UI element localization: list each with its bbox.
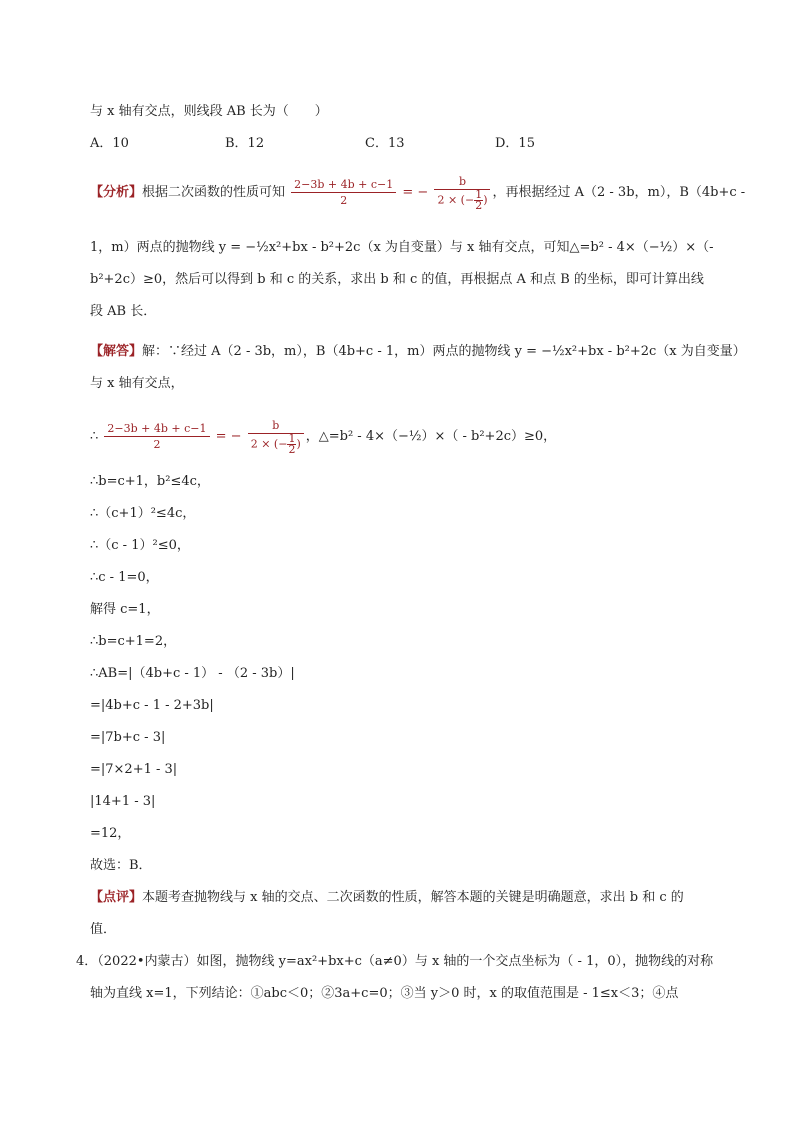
analysis-line3: b²+2c）≥0，然后可以得到 b 和 c 的关系，求出 b 和 c 的值，再根据点 A 和点 B 的坐标，即可计算出线 <box>90 272 704 287</box>
q3-tail: 与 x 轴有交点，则线段 AB 长为（ ） <box>90 104 328 119</box>
step-6: ∴b=c+1=2， <box>90 634 177 649</box>
step-2: ∴（c+1）²≤4c， <box>90 506 196 521</box>
option-d[interactable]: D．15 <box>495 136 535 151</box>
fraction-2-den <box>434 190 490 211</box>
step-7: ∴AB=|（4b+c - 1） - （2 - 3b）| <box>90 666 295 681</box>
solution-fraction-1-den: 2 <box>153 438 161 451</box>
solution-line1 <box>90 342 746 362</box>
solution-inner-fraction-num: 1 <box>288 432 296 445</box>
step-11: |14+1 - 3| <box>90 794 156 809</box>
solution-line2: 与 x 轴有交点， <box>90 376 184 391</box>
analysis-line2: 1，m）两点的抛物线 y = −½x²+bx - b²+2c（x 为自变量）与 x 轴有交点，可知△=b² - 4×（−½）×（- <box>90 240 714 255</box>
analysis-line4: 段 AB 长． <box>90 304 157 319</box>
analysis-line1 <box>90 174 746 212</box>
solution-fraction-2-den <box>248 434 304 455</box>
step-5: 解得 c=1， <box>90 602 160 617</box>
option-a[interactable]: A．10 <box>90 136 129 151</box>
solution-fraction-line <box>90 418 724 455</box>
solution-fraction-2-den-text: 2 × (− <box>250 437 288 451</box>
comment-line2: 值． <box>90 922 117 937</box>
option-c[interactable]: C．13 <box>365 136 405 151</box>
therefore-sign: ∴ <box>90 429 99 444</box>
step-1: ∴b=c+1，b²≤4c， <box>90 474 210 489</box>
analysis-tag: 【分析】 <box>90 185 143 200</box>
solution-fraction-1-num: 2−3b + 4b + c−1 <box>104 421 209 437</box>
solution-equals-sign: = − <box>215 429 242 444</box>
inner-fraction-num: 1 <box>475 188 483 201</box>
solution-fraction-2 <box>248 418 304 455</box>
inner-fraction-den: 2 <box>475 199 483 212</box>
comment-line1-text: 本题考查抛物线与 x 轴的交点、二次函数的性质，解答本题的关键是明确题意，求出 b 和 c 的 <box>142 890 684 905</box>
solution-fraction-2-close: ) <box>296 437 301 451</box>
solution-tag: 【解答】 <box>90 344 143 359</box>
fraction-2-den-text: 2 × (− <box>437 193 475 207</box>
delta-condition: ，△=b² - 4×（−½）×（ - b²+2c）≥0， <box>305 429 557 444</box>
analysis-after-frac: ，再根据经过 A（2 - 3b，m），B（4b+c - <box>492 185 746 200</box>
fraction-1 <box>291 177 396 208</box>
equals-sign: = − <box>402 185 429 200</box>
inner-fraction <box>474 190 483 211</box>
comment-line1 <box>90 888 724 908</box>
step-3: ∴（c - 1）²≤0， <box>90 538 190 553</box>
analysis-lead: 根据二次函数的性质可知 <box>142 185 286 200</box>
q4-line2: 轴为直线 x=1，下列结论：①abc＜0；②3a+c=0；③当 y＞0 时，x 的取值范围是 - 1≤x＜3；④点 <box>90 986 679 1001</box>
fraction-2-num: b <box>434 174 490 190</box>
solution-fraction-2-num: b <box>248 418 304 434</box>
q3-options <box>90 132 730 152</box>
step-10: =|7×2+1 - 3| <box>90 762 178 777</box>
solution-inner-fraction-den: 2 <box>288 443 296 456</box>
fraction-1-den: 2 <box>340 194 348 207</box>
solution-fraction-1 <box>104 421 209 452</box>
step-4: ∴c - 1=0， <box>90 570 159 585</box>
step-8: =|4b+c - 1 - 2+3b| <box>90 698 214 713</box>
solution-line1-text: 解：∵经过 A（2 - 3b，m），B（4b+c - 1，m）两点的抛物线 y = −½x²+bx - b²+2c（x 为自变量） <box>142 344 746 359</box>
step-12: =12， <box>90 826 131 841</box>
fraction-2-close: ) <box>483 193 488 207</box>
fraction-1-num: 2−3b + 4b + c−1 <box>291 177 396 193</box>
fraction-2 <box>434 174 490 211</box>
q4-line1: 4．（2022•内蒙古）如图，抛物线 y=ax²+bx+c（a≠0）与 x 轴的一个交点坐标为（ - 1，0），抛物线的对称 <box>76 954 714 969</box>
step-9: =|7b+c - 3| <box>90 730 166 745</box>
comment-tag: 【点评】 <box>90 890 143 905</box>
answer-line: 故选：B． <box>90 858 152 873</box>
option-b[interactable]: B．12 <box>225 136 265 151</box>
